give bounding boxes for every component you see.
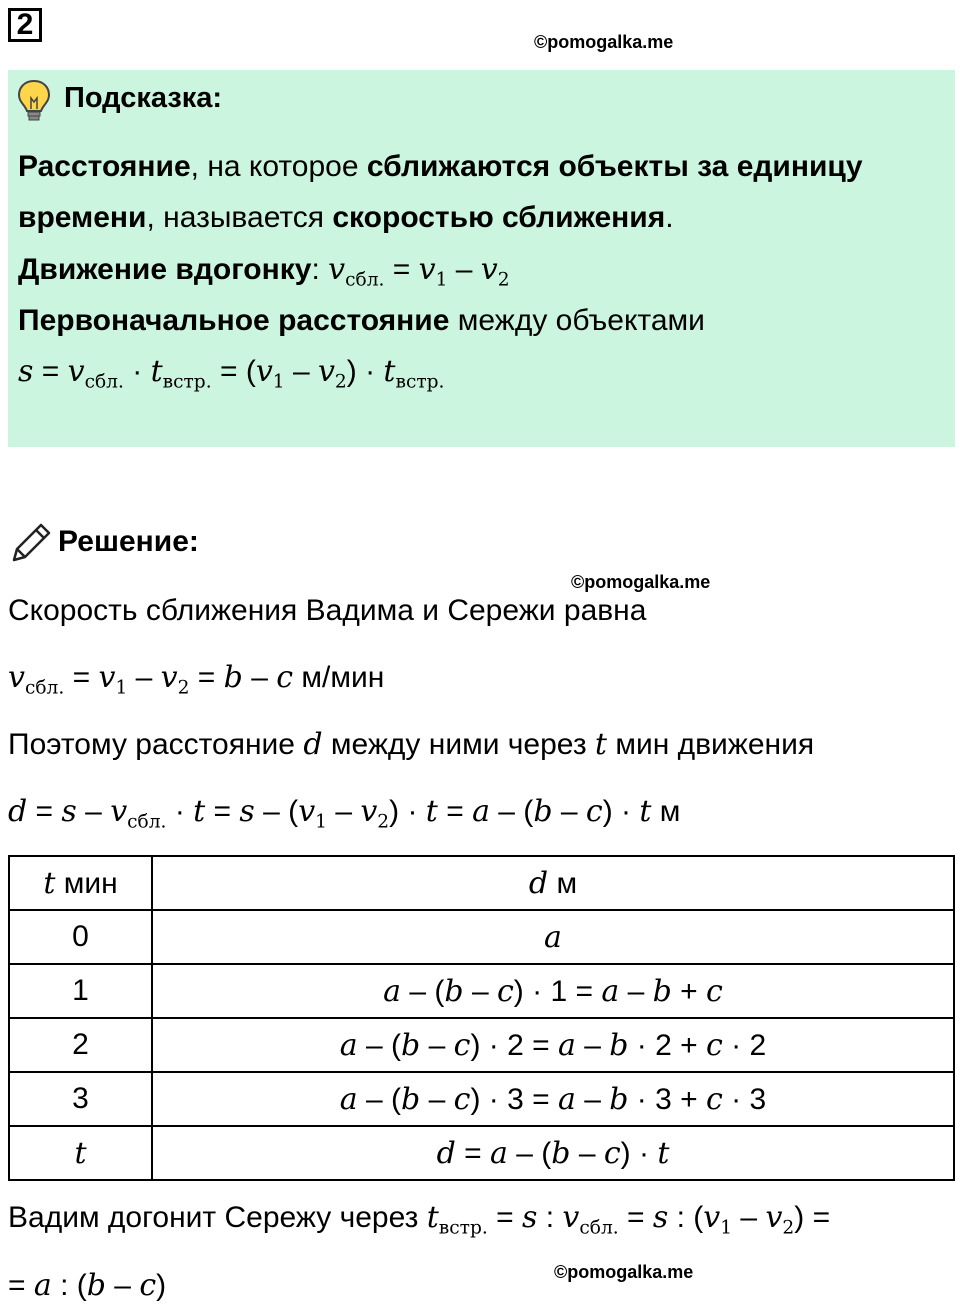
table-row: [9, 964, 954, 1018]
hint-initial-distance: Первоначальное расстояние между объектами: [18, 304, 705, 337]
table-row: [9, 1126, 954, 1180]
table-cell-time: 1: [9, 964, 152, 1018]
closing-speed-formula: $v_{сбл.} = v_1 - v_2 = b - c$ м/мин: [8, 660, 385, 699]
solution-text-1: Скорость сближения Вадима и Сережи равна: [8, 594, 647, 627]
table-row: [9, 1072, 954, 1126]
table-cell-time: t: [9, 1126, 152, 1180]
hint-chase-formula: Движение вдогонку: $v_{сбл.} = v_1 - v_2$: [18, 252, 510, 291]
final-answer-line2: = a : (b – c): [8, 1268, 167, 1303]
table-header-row: [9, 856, 954, 910]
table-cell-distance: a: [152, 910, 954, 964]
hint-distance-formula: $s = v_{сбл.} \cdot t_{встр.} = (v_1 - v_2) \cdot t_{встр.}$: [18, 354, 445, 393]
table-header-time: t мин: [9, 856, 152, 910]
solution-title: Решение:: [58, 525, 199, 558]
table-cell-distance: a – (b – c) · 2 = a – b · 2 + c · 2: [152, 1018, 954, 1072]
table-row: [9, 1018, 954, 1072]
pencil-icon: [8, 520, 54, 566]
distance-table: [8, 855, 955, 1181]
hint-definition-line1: Расстояние, на которое сближаются объекты за единицу: [18, 150, 863, 183]
hint-title: Подсказка:: [64, 82, 223, 114]
table-cell-time: 3: [9, 1072, 152, 1126]
watermark: ©pomogalka.me: [571, 572, 711, 592]
table-row: [9, 910, 954, 964]
table-header-distance: d м: [152, 856, 954, 910]
final-answer-line1: Вадим догонит Сережу через $t_{встр.} = s$ : $v_{сбл.} = s$ : $(v_1 - v_2)$ =: [8, 1200, 831, 1239]
distance-formula: $d = s - v_{сбл.} \cdot t = s - (v_1 - v_2) \cdot t = a - (b - c) \cdot t$ м: [8, 794, 681, 833]
watermark: ©pomogalka.me: [554, 1262, 694, 1282]
table-cell-distance: d = a – (b – c) · t: [152, 1126, 954, 1180]
table-cell-time: 2: [9, 1018, 152, 1072]
hint-definition-line2: времени, называется скоростью сближения.: [18, 201, 674, 234]
table-cell-distance: a – (b – c) · 1 = a – b + c: [152, 964, 954, 1018]
watermark: ©pomogalka.me: [534, 32, 674, 52]
table-cell-time: 0: [9, 910, 152, 964]
lightbulb-icon: [16, 78, 52, 122]
task-number: 2: [8, 8, 42, 42]
solution-text-2: Поэтому расстояние d между ними через t мин движения: [8, 727, 815, 762]
table-cell-distance: a – (b – c) · 3 = a – b · 3 + c · 3: [152, 1072, 954, 1126]
